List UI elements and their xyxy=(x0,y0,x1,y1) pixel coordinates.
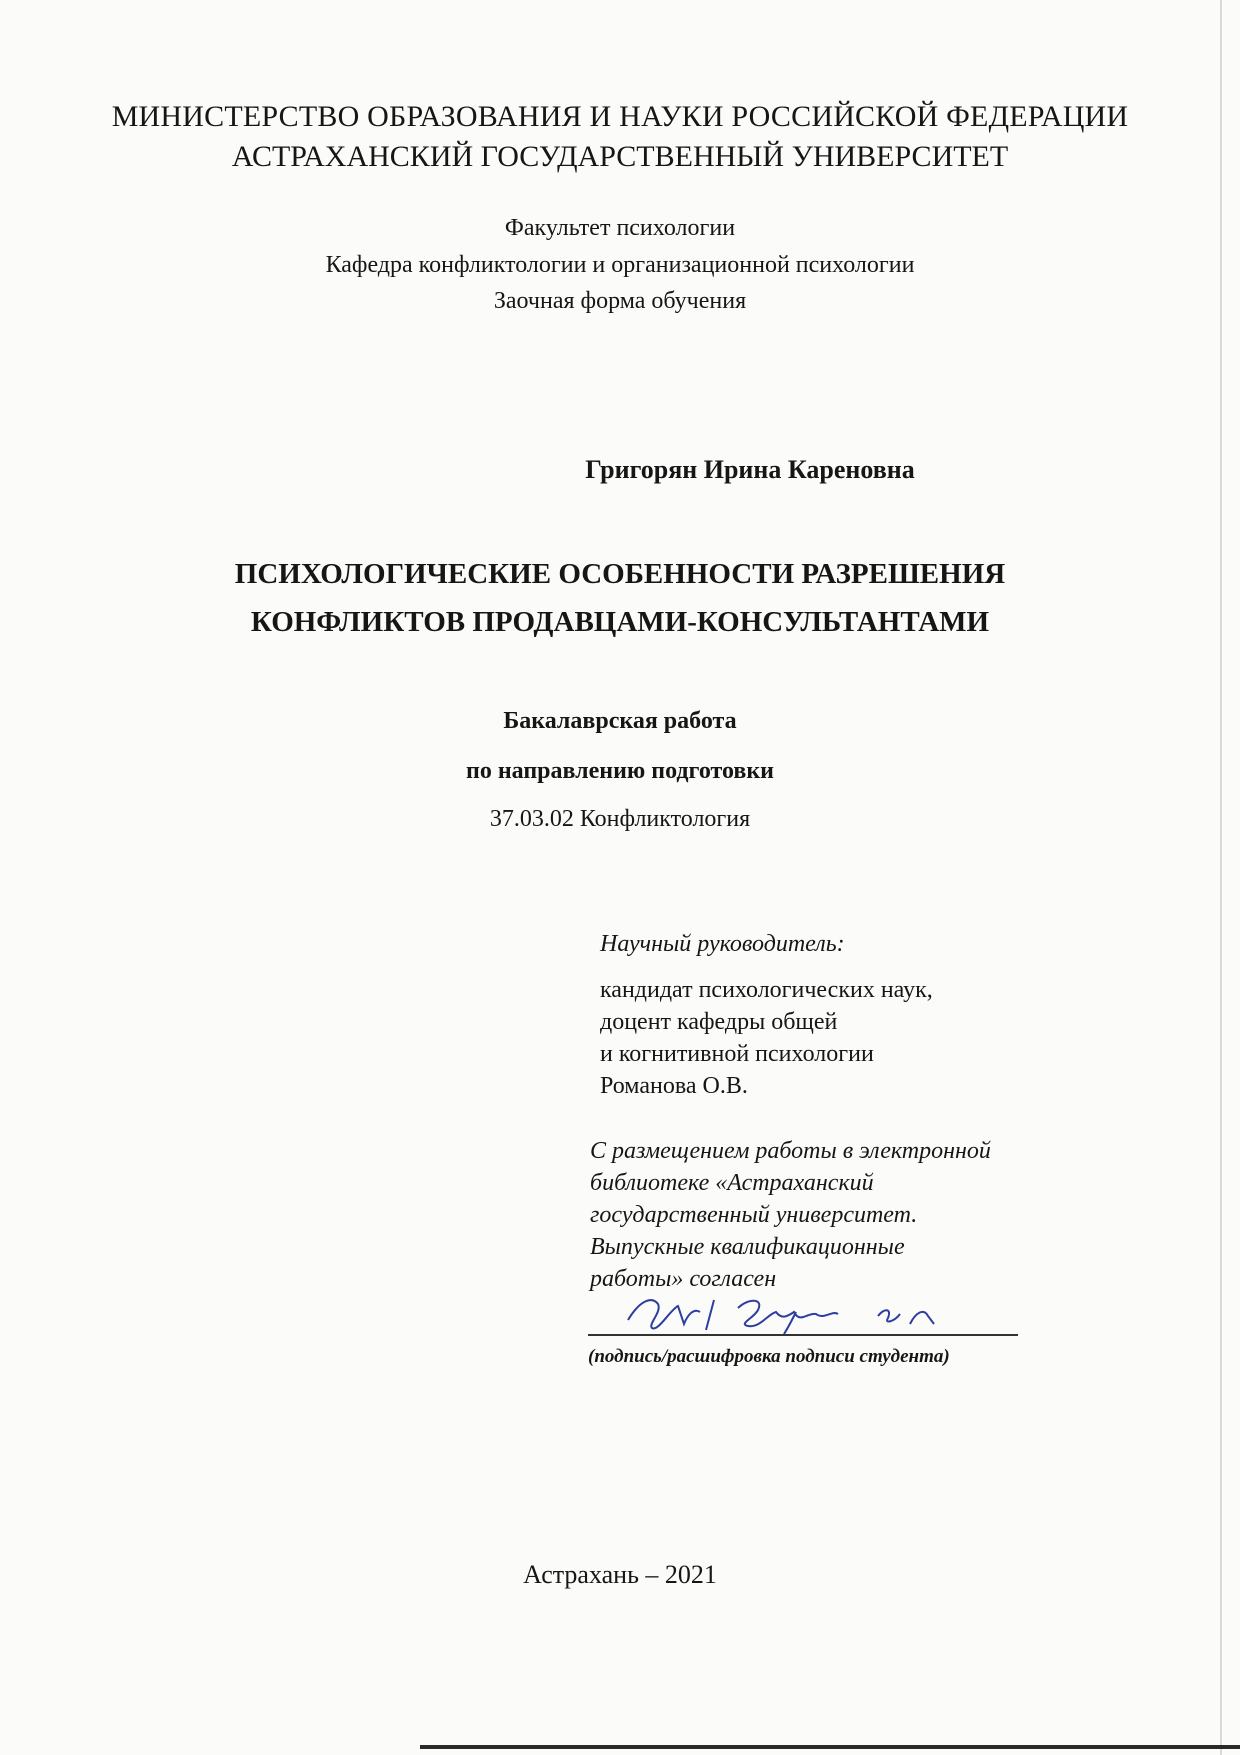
faculty-name: Факультет психологии xyxy=(504,215,736,241)
consent-line: Выпускные квалификационные xyxy=(590,1234,905,1260)
scan-edge-bottom xyxy=(420,1745,1240,1749)
work-type: Бакалаврская работа xyxy=(503,708,737,734)
work-title-line-1: ПСИХОЛОГИЧЕСКИЕ ОСОБЕННОСТИ РАЗРЕШЕНИЯ xyxy=(234,558,1006,590)
work-title-line-2: КОНФЛИКТОВ ПРОДАВЦАМИ-КОНСУЛЬТАНТАМИ xyxy=(250,606,990,638)
study-form: Заочная форма обучения xyxy=(493,288,747,314)
consent-line: работы» согласен xyxy=(590,1266,777,1292)
supervisor-line: доцент кафедры общей xyxy=(600,1009,838,1035)
supervisor-name: Романова О.В. xyxy=(600,1073,748,1099)
consent-line: библиотеке «Астраханский xyxy=(590,1170,874,1196)
direction-label: по направлению подготовки xyxy=(465,758,775,784)
consent-line: государственный университет. xyxy=(590,1202,918,1228)
signature-caption: (подпись/расшифровка подписи студента) xyxy=(588,1346,950,1367)
supervisor-line: и когнитивной психологии xyxy=(600,1041,874,1067)
ministry-name: МИНИСТЕРСТВО ОБРАЗОВАНИЯ И НАУКИ РОССИЙСКОЙ ФЕДЕРАЦИИ xyxy=(111,100,1129,133)
supervisor-caption: Научный руководитель: xyxy=(600,931,845,957)
handwritten-signature xyxy=(588,1290,1018,1336)
signature-row xyxy=(588,1290,1018,1336)
author-name: Григорян Ирина Кареновна xyxy=(585,455,915,484)
supervisor-block xyxy=(600,928,933,1102)
consent-line: С размещением работы в электронной xyxy=(590,1138,991,1164)
supervisor-line: кандидат психологических наук, xyxy=(600,977,933,1003)
chair-name: Кафедра конфликтологии и организационной психологии xyxy=(325,252,915,278)
consent-block xyxy=(590,1135,991,1295)
direction-code: 37.03.02 Конфликтология xyxy=(489,806,751,832)
city-year: Астрахань – 2021 xyxy=(523,1560,717,1589)
university-name: АСТРАХАНСКИЙ ГОСУДАРСТВЕННЫЙ УНИВЕРСИТЕТ xyxy=(231,140,1009,173)
